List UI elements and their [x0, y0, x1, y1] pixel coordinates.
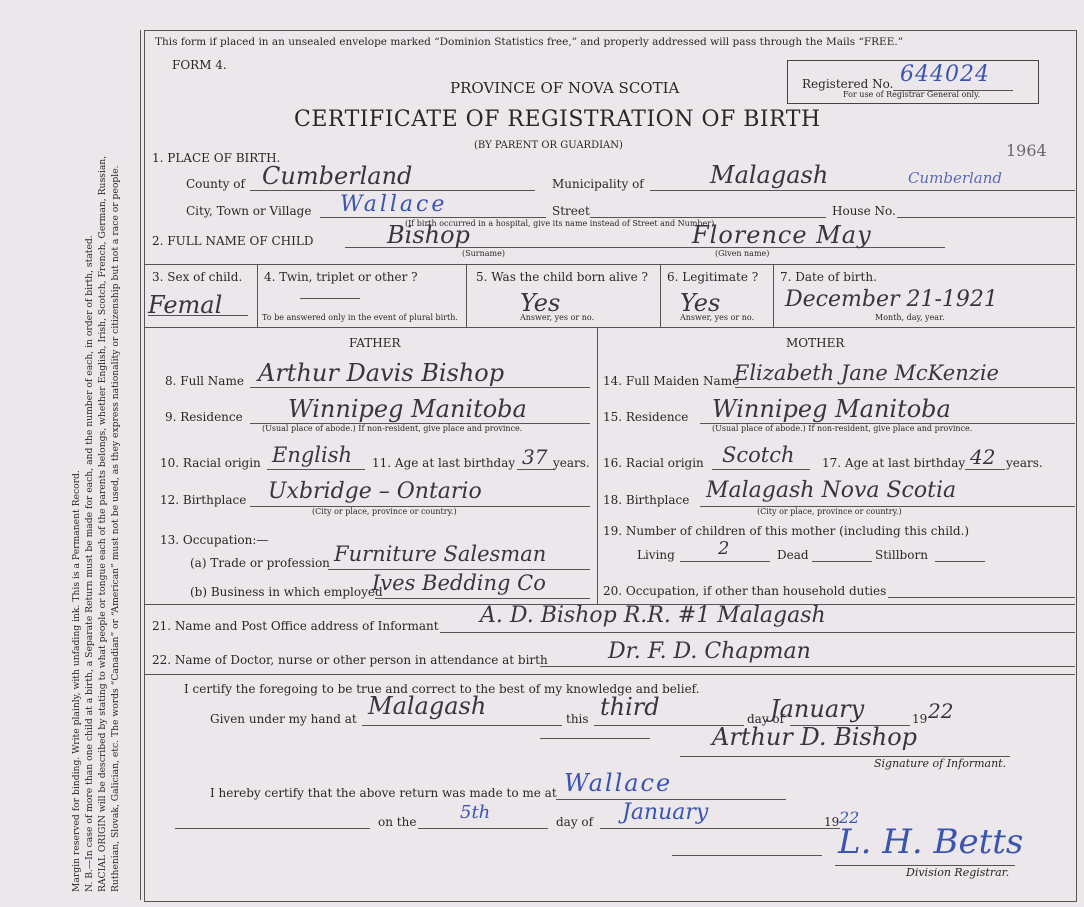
province-heading: PROVINCE OF NOVA SCOTIA — [450, 79, 680, 97]
registrar-signature-caption: Division Registrar. — [906, 866, 1010, 879]
living-label: Living — [637, 548, 675, 562]
county-label: County of — [186, 177, 245, 191]
father-business-label: (b) Business in which employed — [190, 585, 383, 599]
registered-label: Registered No. — [802, 77, 894, 91]
sex-line — [148, 315, 248, 316]
registrar-place-value: Wallace — [564, 769, 673, 797]
this-label: this — [566, 712, 589, 726]
municipality-value: Malagash — [710, 161, 829, 189]
child-name-label: 2. FULL NAME OF CHILD — [152, 234, 314, 248]
county-line — [250, 190, 535, 191]
mother-birthplace-label: 18. Birthplace — [603, 493, 690, 507]
place-of-birth-label: 1. PLACE OF BIRTH. — [152, 151, 281, 165]
municipality-note: Cumberland — [908, 169, 1003, 187]
mother-birthplace-value: Malagash Nova Scotia — [706, 478, 957, 503]
house-line — [897, 217, 1075, 218]
dob-value: December 21-1921 — [785, 287, 998, 312]
corner-number: 1964 — [1006, 141, 1047, 160]
mother-residence-label: 15. Residence — [603, 410, 689, 424]
registrar-signature: L. H. Betts — [838, 822, 1024, 862]
dead-line — [812, 561, 872, 562]
doctor-line — [540, 666, 1075, 667]
street-label: Street — [552, 204, 590, 218]
margin-note-1: Margin reserved for binding. Write plainly, with unfading ink. This is a Permanent Record. — [71, 470, 82, 892]
municipality-line — [650, 190, 1075, 191]
registrar-short-rule — [672, 855, 822, 856]
mother-name-value: Elizabeth Jane McKenzie — [734, 361, 999, 385]
informant-line — [440, 632, 1075, 633]
street-line — [590, 217, 826, 218]
month-value: January — [770, 695, 865, 723]
mother-racial-line — [712, 469, 810, 470]
house-label: House No. — [832, 204, 896, 218]
parents-divider — [597, 327, 598, 604]
alive-label: 5. Was the child born alive ? — [476, 270, 648, 284]
certification-rule — [145, 674, 1075, 675]
father-heading: FATHER — [349, 336, 401, 350]
informant-signature: Arthur D. Bishop — [712, 723, 918, 751]
father-birthplace-label: 12. Birthplace — [160, 493, 247, 507]
father-name-label: 8. Full Name — [165, 374, 244, 388]
father-age-label: 11. Age at last birthday — [372, 456, 516, 470]
father-racial-value: English — [272, 443, 353, 467]
given-caption: (Given name) — [715, 249, 770, 258]
day-of-label: day of — [747, 712, 785, 726]
sex-label: 3. Sex of child. — [152, 270, 243, 284]
dead-label: Dead — [777, 548, 809, 562]
year-value: 22 — [928, 699, 954, 723]
mother-age-label: 17. Age at last birthday — [822, 456, 966, 470]
mother-racial-label: 16. Racial origin — [603, 456, 704, 470]
twin-label: 4. Twin, triplet or other ? — [264, 270, 418, 284]
father-racial-line — [267, 469, 365, 470]
alive-value: Yes — [520, 289, 561, 317]
informant-value: A. D. Bishop R.R. #1 Malagash — [480, 603, 826, 628]
mother-residence-value: Winnipeg Manitoba — [712, 395, 951, 423]
registrar-year-prefix: 19 — [824, 815, 840, 829]
child-surname: Bishop — [387, 221, 470, 249]
mother-occupation-label: 20. Occupation, if other than household duties — [603, 584, 887, 598]
father-occupation-label: 13. Occupation:— — [160, 533, 269, 547]
given-place-value: Malagash — [368, 692, 487, 720]
mother-residence-note: (Usual place of abode.) If non-resident, give place and province. — [712, 424, 973, 433]
father-trade-label: (a) Trade or profession — [190, 556, 330, 570]
dob-note: Month, day, year. — [875, 313, 945, 322]
registered-note: For use of Registrar General only. — [843, 90, 981, 99]
registrar-year-value: 22 — [839, 808, 860, 827]
father-age-value: 37 — [522, 445, 548, 469]
father-residence-note: (Usual place of abode.) If non-resident, give place and province. — [262, 424, 523, 433]
informant-signature-caption: Signature of Informant. — [874, 757, 1007, 770]
mother-birthplace-note: (City or place, province or country.) — [757, 507, 902, 516]
short-rule — [540, 738, 650, 739]
registrar-day-line — [418, 828, 548, 829]
given-under-label: Given under my hand at — [210, 712, 357, 726]
margin-notes — [70, 22, 122, 892]
county-value: Cumberland — [262, 162, 413, 190]
margin-rule — [140, 30, 141, 900]
given-place-line — [362, 725, 562, 726]
father-residence-label: 9. Residence — [165, 410, 243, 424]
margin-note-3: RACIAL ORIGIN will be described by stating to what people or tongue each of the parents belongs, whether English, Irish, Scotch, French, German, Russian, — [97, 155, 108, 892]
legitimate-value: Yes — [680, 289, 721, 317]
col-divider-2 — [466, 264, 467, 327]
registrar-statement: I hereby certify that the above return was made to me at — [210, 786, 557, 800]
mail-note: This form if placed in an unsealed envelope marked “Dominion Statistics free,” and properly addressed will pass through the Mails “FREE.” — [155, 36, 904, 48]
registered-number: 644024 — [900, 62, 990, 87]
certificate-title: CERTIFICATE OF REGISTRATION OF BIRTH — [294, 107, 821, 132]
registrar-month-line — [600, 828, 840, 829]
informant-label: 21. Name and Post Office address of Informant — [152, 619, 439, 633]
stillborn-label: Stillborn — [875, 548, 928, 562]
mother-name-label: 14. Full Maiden Name — [603, 374, 740, 388]
on-the-label: on the — [378, 815, 417, 829]
father-birthplace-value: Uxbridge – Ontario — [268, 479, 482, 504]
margin-note-2: N. B.—In case of more than one child at a birth, a Separate Return must be made for each, and the number of each, in order of birth, stated. — [84, 235, 95, 892]
doctor-value: Dr. F. D. Chapman — [608, 639, 811, 664]
mother-years: years. — [1006, 456, 1043, 470]
legitimate-label: 6. Legitimate ? — [667, 270, 759, 284]
father-name-line — [250, 387, 590, 388]
certificate-subtitle: (BY PARENT OR GUARDIAN) — [474, 140, 623, 151]
father-years: years. — [553, 456, 590, 470]
year-prefix: 19 — [912, 712, 928, 726]
alive-note: Answer, yes or no. — [520, 313, 595, 322]
registrar-month-value: January — [622, 800, 709, 825]
col-divider-3 — [660, 264, 661, 327]
form-number: FORM 4. — [172, 58, 227, 72]
registrar-left-line — [175, 828, 370, 829]
mother-age-value: 42 — [970, 445, 996, 469]
registrar-day-value: 5th — [460, 802, 491, 823]
city-value: Wallace — [340, 192, 448, 217]
row-bottom-rule — [145, 327, 1075, 328]
certify-statement: I certify the foregoing to be true and correct to the best of my knowledge and belief. — [184, 682, 700, 696]
father-business-value: Ives Bedding Co — [372, 571, 546, 595]
father-name-value: Arthur Davis Bishop — [258, 359, 505, 387]
hospital-note: (If birth occurred in a hospital, give its name instead of Street and Number) — [405, 219, 715, 228]
this-value: third — [600, 693, 660, 721]
mother-name-line — [735, 387, 1075, 388]
mother-heading: MOTHER — [786, 336, 845, 350]
city-label: City, Town or Village — [186, 204, 312, 218]
col-divider-1 — [257, 264, 258, 327]
father-trade-value: Furniture Salesman — [334, 542, 547, 566]
father-racial-label: 10. Racial origin — [160, 456, 261, 470]
children-label: 19. Number of children of this mother (including this child.) — [603, 524, 970, 538]
twin-dash — [300, 298, 360, 299]
margin-note-4: Ruthenian, Slovak, Galician, etc. The words “Canadian” or “American” must not be used, as they express nationality or citizenship but not a race or people. — [110, 165, 121, 892]
living-value: 2 — [718, 538, 730, 559]
doctor-label: 22. Name of Doctor, nurse or other person in attendance at birth — [152, 653, 548, 667]
father-residence-value: Winnipeg Manitoba — [288, 395, 527, 423]
surname-caption: (Surname) — [462, 249, 505, 258]
twin-note: To be answered only in the event of plural birth. — [262, 313, 458, 322]
father-business-line — [375, 598, 590, 599]
stillborn-line — [935, 561, 985, 562]
registrar-day-of-label: day of — [556, 815, 594, 829]
child-given-name: Florence May — [692, 221, 872, 249]
mother-racial-value: Scotch — [722, 443, 795, 467]
mother-occupation-line — [888, 597, 1075, 598]
dob-label: 7. Date of birth. — [780, 270, 877, 284]
col-divider-4 — [773, 264, 774, 327]
father-birthplace-note: (City or place, province or country.) — [312, 507, 457, 516]
sex-value: Femal — [148, 291, 223, 319]
row-top-rule — [145, 264, 1075, 265]
municipality-label: Municipality of — [552, 177, 644, 191]
legitimate-note: Answer, yes or no. — [680, 313, 755, 322]
